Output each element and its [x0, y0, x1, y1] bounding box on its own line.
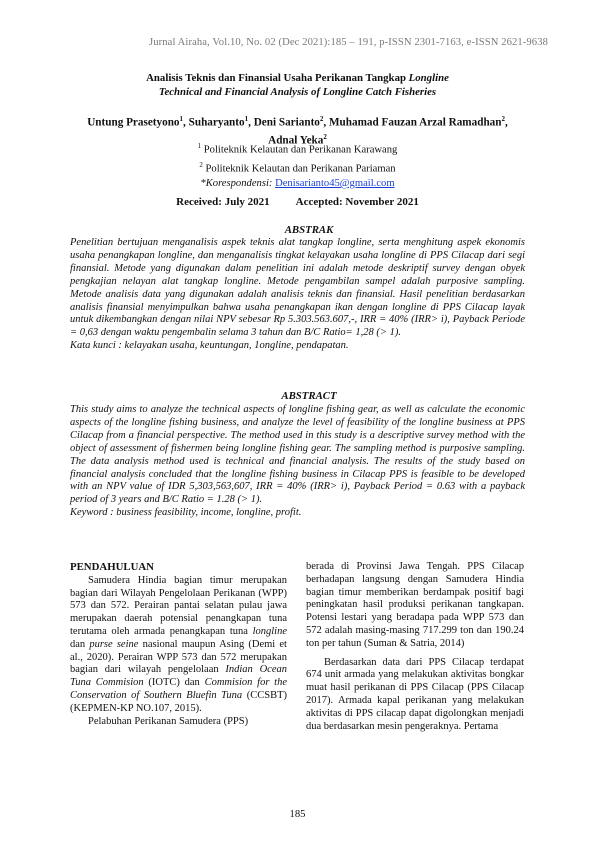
affiliation-2-sup: 2	[199, 161, 203, 170]
running-head: Jurnal Airaha, Vol.10, No. 02 (Dec 2021):185 – 191, p-ISSN 2301-7163, e-ISSN 2621-9638	[149, 37, 548, 48]
title-line1-italic: Longline	[408, 72, 449, 84]
author-5-sup: 2	[323, 132, 327, 141]
affiliation-1	[47, 139, 548, 158]
author-sep: ,	[248, 116, 254, 129]
italic-run: Indian Ocean Tuna Commision	[70, 664, 287, 689]
abstrak-heading: ABSTRAK	[284, 224, 334, 236]
author-1: Untung Prasetyono	[87, 116, 180, 129]
affiliation-2-text: Politeknik Kelautan dan Perikanan Pariaman	[202, 163, 396, 175]
abstract-keywords: Keyword : business feasibility, income, longline, profit.	[70, 507, 302, 519]
author-3: Deni Sarianto	[253, 116, 320, 129]
author-list: Untung Prasetyono$^1$, Suharyanto$^1$, Deni Sarianto$^2$, Muhamad Fauzan Arzal Ramadhan$^2$, Adnal Yeka$^2$	[87, 115, 508, 147]
author-4-sup: 2	[501, 115, 505, 123]
paper-title	[47, 71, 548, 99]
text-run: dan	[70, 638, 90, 650]
accepted-date: Accepted: November 2021	[295, 196, 419, 208]
paragraph	[70, 575, 287, 716]
affiliation-1-sup: 1	[197, 142, 202, 150]
abstract-heading: ABSTRACT	[281, 390, 337, 402]
author-3-sup: 2	[319, 115, 324, 123]
text-run: Samudera Hindia bagian timur merupakan bagian dari Wilayah Pengelolaan Perikanan (WPP) 573 dan 572. Perairan pantai selatan pulau jawa merupakan daerah potensial penangkapan tuna terutama oleh armada penangkapan tuna	[70, 574, 287, 637]
body-left-column	[70, 561, 287, 728]
abstract-body	[70, 404, 525, 520]
author-2-sup: 1	[244, 115, 249, 123]
correspondence-label: *Korespondensi:	[200, 178, 276, 190]
correspondence-email-link[interactable]: Denisarianto45@gmail.com	[275, 178, 395, 190]
dates	[47, 196, 548, 208]
title-english	[47, 85, 548, 99]
correspondence	[47, 177, 548, 192]
title-line2: Technical and Financial Analysis of Longline Catch Fisheries	[158, 86, 437, 98]
affiliations	[47, 139, 548, 192]
author-1-sup: 1	[179, 115, 184, 123]
author-5: Adnal Yeka	[268, 134, 324, 147]
received-date: Received: July 2021	[176, 196, 270, 208]
text-run: (CCSBT) (KEPMEN-KP NO.107, 2015).	[70, 689, 287, 714]
italic-run: purse seine	[89, 638, 139, 650]
author-4: Muhamad Fauzan Arzal Ramadhan	[328, 116, 502, 129]
abstract-text: This study aims to analyze the technical aspects of longline fishing gear, as well as calculate the economic aspects of the longline fishing business, and analyze the level of feasibility of the longline business at PPS Cilacap from a financial perspective. The method used in this study is a descriptive survey method with the object of assessment of fishermen being longline fishing gear. The sampling method is purposive sampling. The data analysis method used is technical and financial analysis. The results of the study based on financial analysis concluded that the longline fishing business in Cilacap PPS is feasible to be developed with an NPV value of IDR 5,303,563,607, IRR = 40% (IRR> i), Payback Period = 0.63 with a payback period of 3 years and B/C Ratio = 1.28 (> 1).	[70, 404, 525, 506]
page-number: 185	[289, 809, 306, 820]
author-2: Suharyanto	[188, 116, 245, 129]
affiliation-2	[47, 158, 548, 177]
title-line1: Analisis Teknis dan Finansial Usaha Perikanan Tangkap	[146, 72, 409, 84]
title-indonesian	[47, 71, 548, 85]
abstrak-keywords: Kata kunci : kelayakan usaha, keuntungan, 1ongline, pendapatan.	[70, 340, 349, 352]
section-heading: PENDAHULUAN	[70, 561, 154, 573]
italic-run: longline	[252, 625, 287, 637]
paragraph: Berdasarkan data dari PPS Cilacap terdapat 674 unit armada yang melakukan aktivitas bongkar muat hasil perikanan di PPS Cilacap (PPS Cilacap 2017). Armada kapal perikanan yang melakukan aktivitas di PPS cilacap dapat digolongkan menjadi dua berdasarkan mesin pengeraknya. Pertama	[306, 656, 524, 732]
text-run: nasional maupun Asing (Demi et al., 2020). Perairan WPP 573 dan 572 merupakan bagian dari wilayah pengelolaan	[70, 638, 287, 676]
affiliation-1-text: Politeknik Kelautan dan Perikanan Karawang	[201, 144, 398, 156]
body-right-column	[306, 561, 524, 733]
text-run: (IOTC) dan	[143, 677, 205, 689]
paragraph: Pelabuhan Perikanan Samudera (PPS)	[88, 715, 249, 727]
abstrak-body	[70, 237, 525, 353]
author-sep: ,	[323, 116, 329, 129]
italic-run: Commision for the Conservation of Southern Bluefin Tuna	[70, 677, 288, 701]
author-sep: ,	[183, 116, 189, 129]
paragraph: berada di Provinsi Jawa Tengah. PPS Cilacap berhadapan langsung dengan Samudera Hindia bagian timur memberikan berdampak positif bagi peningkatan hasil produksi perikanan tangkapan. Potensi lestari yang beradapa pada WPP 573 dan 572 adalah masing-masing 717.299 ton dan 190.24 ton per tahun (Suman & Satria, 2014)	[306, 561, 524, 649]
abstrak-text: Penelitian bertujuan menganalisis aspek teknis alat tangkap longline, serta menghitung aspek ekonomis usaha penangkapan longline, dan menganalisis tingkat kelayakan usaha longline di PPS Cilacap dari segi finansial. Metode yang digunakan dalam penelitian ini adalah metode deskriptif survey dengan obyek pengkajian nelayan alat tangkap longline. Metode pengambilan sampel adalah purposive sampling. Metode analisis data yang digunakan adalah analisis teknis dan finansial. Hasil penelitian berdasarkan analisis finansial menyimpulkan bahwa usaha penangkapan ikan dengan longline di PPS Cilacap layak untuk dikembangkan dengan nilai NPV sebesar Rp 5.303.563.607,-, IRR = 40% (IRR> i), Payback Periode = 0,63 dengan waktu pengembalin selama 3 tahun dan B/C Ratio= 1,28 (> 1).	[70, 237, 525, 339]
